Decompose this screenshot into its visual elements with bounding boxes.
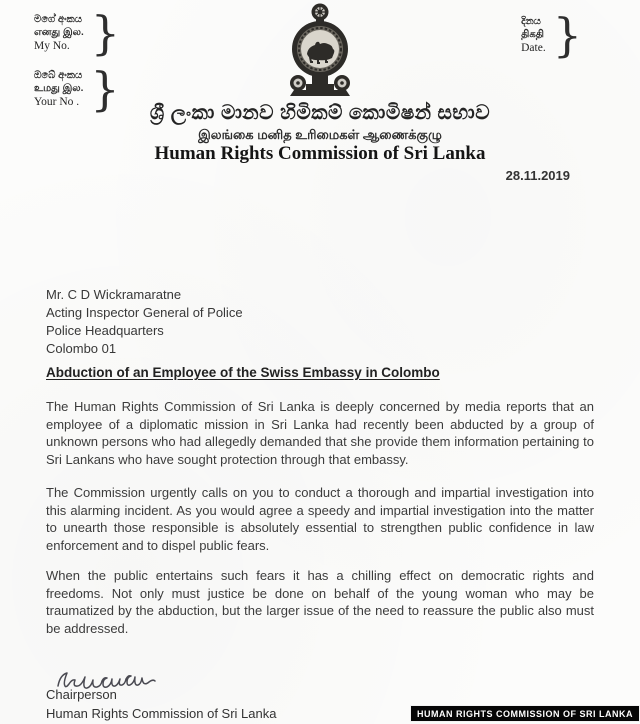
your-no-label-tamil: உமது இல. [34, 82, 84, 94]
ref-block-date [521, 8, 582, 62]
org-name-tamil: இலங்கை மனித உரிமைகள் ஆணைக்குழு [198, 127, 442, 142]
date-label-sinhala: දිනය [521, 15, 541, 27]
recipient-org: Police Headquarters [46, 323, 164, 338]
org-name-sinhala: ශ්‍රී ලංකා මානව හිමිකම් කොමිෂන් සභාව [149, 102, 491, 124]
photo-credit-caption: HUMAN RIGHTS COMMISSION OF SRI LANKA [410, 705, 640, 722]
subject-line: Abduction of an Employee of the Swiss Embassy in Colombo [46, 365, 440, 380]
your-no-label-sinhala: ඔබේ අංකය [34, 69, 83, 81]
date-label-tamil: திகதி [521, 28, 544, 40]
my-no-label-english: My No. [34, 39, 70, 52]
letterhead [0, 100, 640, 164]
ref-block-my-no [34, 6, 121, 60]
my-no-label-tamil: எனது இல. [34, 26, 84, 38]
date-label-english: Date. [521, 41, 546, 54]
org-name-english: Human Rights Commission of Sri Lanka [154, 143, 486, 164]
signer-title: Chairperson [46, 687, 117, 702]
letter-date: 28.11.2019 [505, 168, 570, 183]
recipient-title: Acting Inspector General of Police [46, 305, 243, 320]
paragraph-1: The Human Rights Commission of Sri Lanka is deeply concerned by media reports that an employee of a diplomatic mission in Sri Lanka had recently been abducted by a group of unknown persons who had allegedly demanded that she provide them information pertaining to Sri Lankans who have sought protection through that embassy. [46, 399, 594, 467]
sri-lanka-national-emblem-icon [276, 2, 364, 101]
brace-glyph: } [90, 62, 120, 116]
brace-glyph: } [552, 8, 582, 62]
paragraph-3: When the public entertains such fears it has a chilling effect on democratic rights and freedoms. Not only must justice be done on behalf of the young woman who may be traumatized by the abduction, but the larger issue of the need to reassure the public also must be addressed. [46, 568, 594, 636]
signer-organisation: Human Rights Commission of Sri Lanka [46, 706, 277, 721]
recipient-address [46, 286, 594, 358]
letter-body [46, 286, 594, 723]
recipient-name: Mr. C D Wickramaratne [46, 287, 182, 302]
my-no-label-sinhala: මගේ අංකය [34, 13, 82, 25]
recipient-city: Colombo 01 [46, 341, 117, 356]
your-no-label-english: Your No . [34, 95, 80, 108]
paragraph-2: The Commission urgently calls on you to conduct a thorough and impartial investigation into this alarming incident. As you would agree a speedy and impartial investigation into the matter to unearth those responsible is absolutely essential to strengthen public confidence in law enforcement and to dispel public fears. [46, 485, 594, 553]
brace-glyph: } [90, 6, 121, 60]
